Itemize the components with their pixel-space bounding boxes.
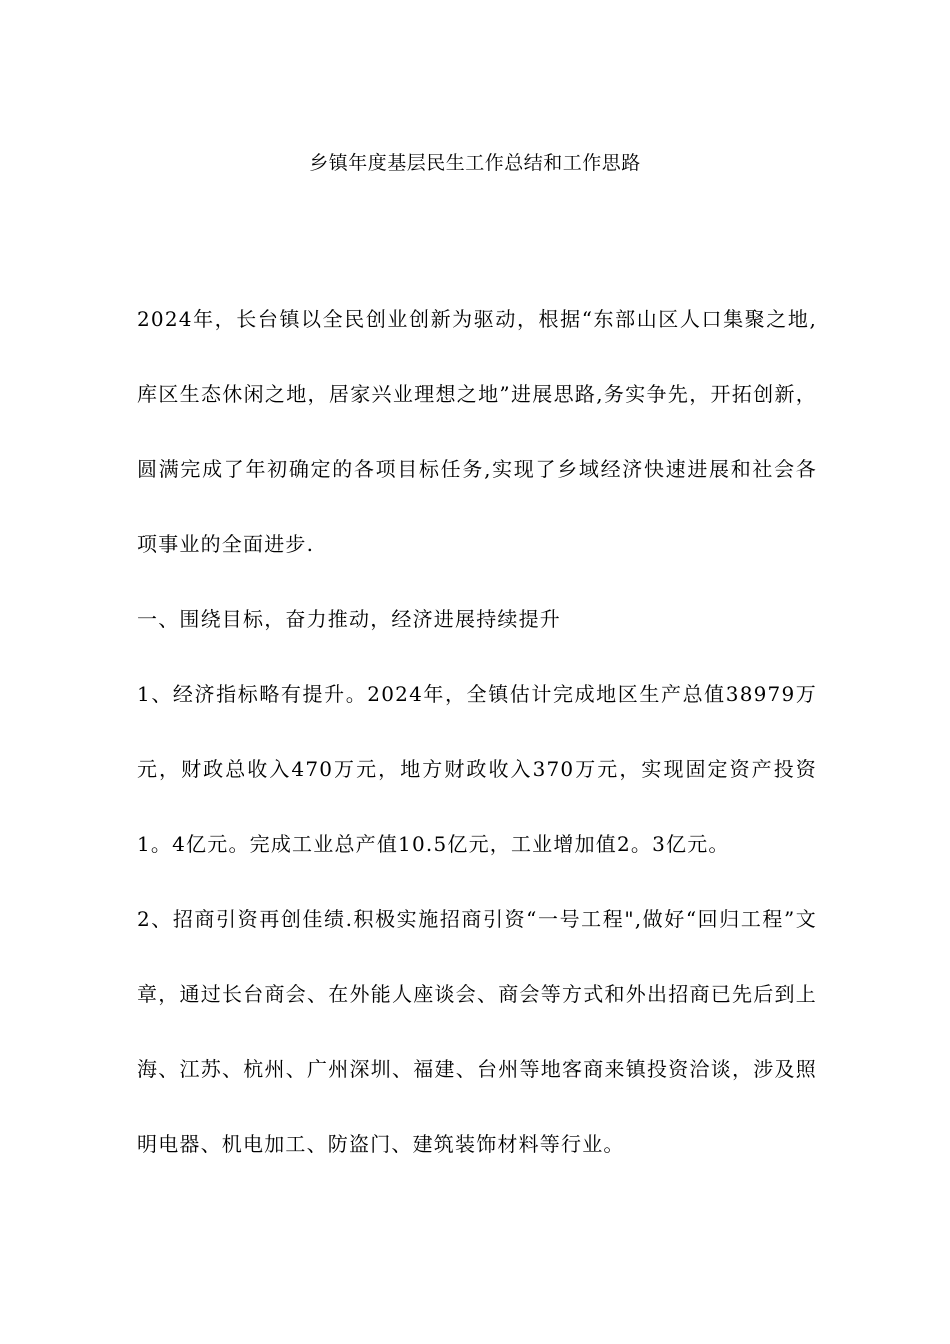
document-body — [137, 282, 817, 1182]
item-economic-indicators: 1、经济指标略有提升。2024年，全镇估计完成地区生产总值38979万元，财政总收入470万元，地方财政收入370万元，实现固定资产投资1。4亿元。完成工业总产值10.5亿元，工业增加值2。3亿元。 — [137, 682, 817, 856]
item-investment-attraction: 2、招商引资再创佳绩.积极实施招商引资“一号工程",做好“回归工程”文章，通过长台商会、在外能人座谈会、商会等方式和外出招商已先后到上海、江苏、杭州、广州深圳、福建、台州等地客商来镇投资洽谈，涉及照明电器、机电加工、防盗门、建筑装饰材料等行业。 — [137, 907, 817, 1156]
intro-paragraph: 2024年，长台镇以全民创业创新为驱动，根据“东部山区人口集聚之地,库区生态休闲之地，居家兴业理想之地”进展思路,务实争先，开拓创新，圆满完成了年初确定的各项目标任务,实现了乡域经济快速进展和社会各项事业的全面进步. — [137, 307, 817, 556]
document-title: 乡镇年度基层民生工作总结和工作思路 — [309, 152, 641, 174]
section-heading: 一、围绕目标，奋力推动，经济进展持续提升 — [137, 607, 561, 631]
